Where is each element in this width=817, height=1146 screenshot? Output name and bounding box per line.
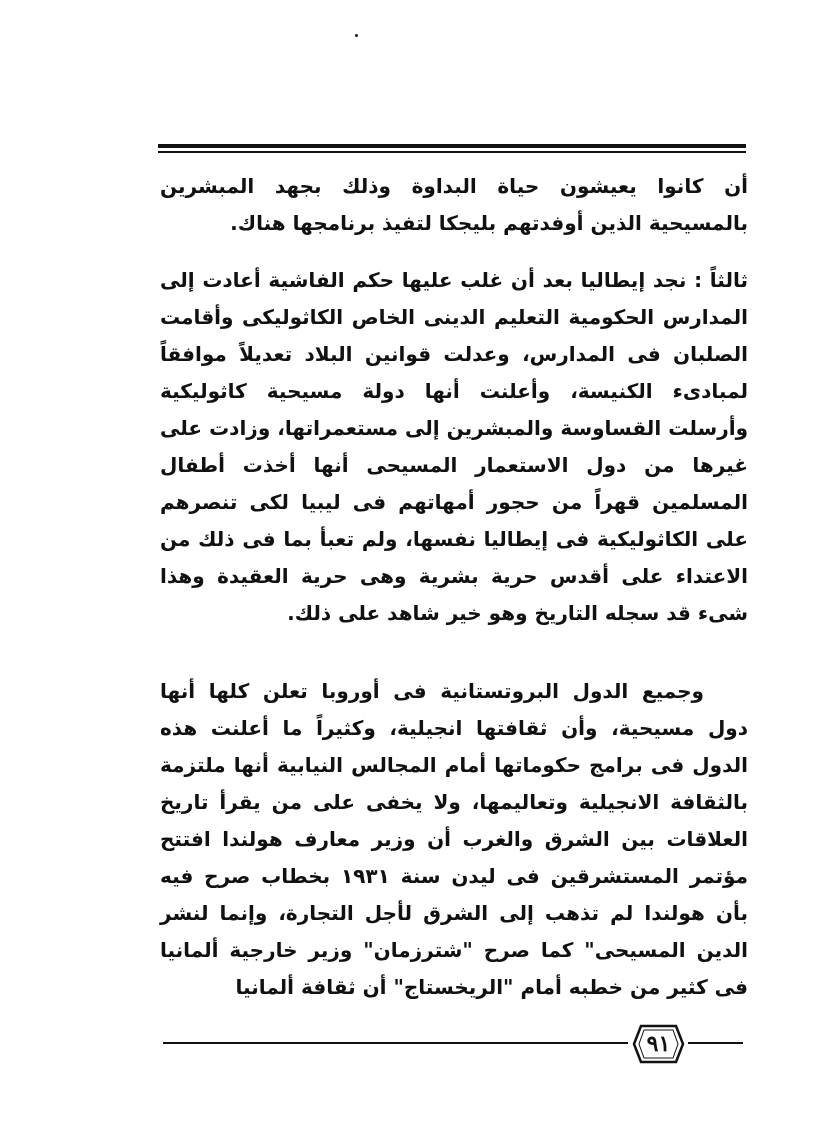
paragraph-continuation xyxy=(160,168,748,242)
header-rule-thick xyxy=(158,144,746,148)
paragraph-thirdly xyxy=(160,262,748,632)
page-footer xyxy=(163,1018,743,1068)
header-rule-thin xyxy=(158,151,746,153)
paragraph-protestant-states xyxy=(160,673,748,1006)
scan-speck xyxy=(355,34,358,37)
paragraph-2-lead: ثالثاً : xyxy=(694,268,748,292)
page-number-badge xyxy=(631,1023,686,1065)
footer-rule-right xyxy=(688,1042,743,1044)
paragraph-2-text: نجد إيطاليا بعد أن غلب عليها حكم الفاشية أعادت إلى المدارس الحكومية التعليم الدينى الخاص الكاثوليكى وأقامت الصلبان فى المدارس، وعدلت قوانين البلاد تعديلاً موافقاً لمبادىء الكنيسة، وأعلنت أنها دولة مسيحية كاثوليكية وأرسلت القساوسة والمبشرين إلى مستعمراتها، وزادت على غيرها من دول الاستعمار المسيحى أنها أخذت أطفال المسلمين قهراً من حجور أمهاتهم فى ليبيا لكى تنصرهم على الكاثوليكية فى إيطاليا نفسها، ولم تعبأ بما فى ذلك من الاعتداء على أقدس حرية بشرية وهى حرية العقيدة وهذا شىء قد سجله التاريخ وهو خير شاهد على ذلك. xyxy=(160,268,748,625)
paragraph-3-text: وجميع الدول البروتستانية فى أوروبا تعلن كلها أنها دول مسيحية، وأن ثقافتها انجيلية، وكثيراً ما أعلنت هذه الدول فى برامج حكوماتها أمام المجالس النيابية أنها ملتزمة بالثقافة الانجيلية وتعاليمها، ولا يخفى على من يقرأ تاريخ العلاقات بين الشرق والغرب أن وزير معارف هولندا افتتح مؤتمر المستشرقين فى ليدن سنة ١٩٣١ بخطاب صرح فيه بأن هولندا لم تذهب إلى الشرق لأجل التجارة، وإنما لنشر الدين المسيحى" كما صرح "شترزمان" وزير خارجية ألمانيا فى كثير من خطبه أمام "الريخستاج" أن ثقافة ألمانيا xyxy=(160,679,748,999)
footer-rule-left xyxy=(163,1042,628,1044)
paragraph-1-text: أن كانوا يعيشون حياة البداوة وذلك بجهد المبشرين بالمسيحية الذين أوفدتهم بليجكا لتفيذ برنامجها هناك. xyxy=(160,174,748,235)
page-number: ٩١ xyxy=(646,1031,671,1057)
header-double-rule xyxy=(158,144,746,153)
